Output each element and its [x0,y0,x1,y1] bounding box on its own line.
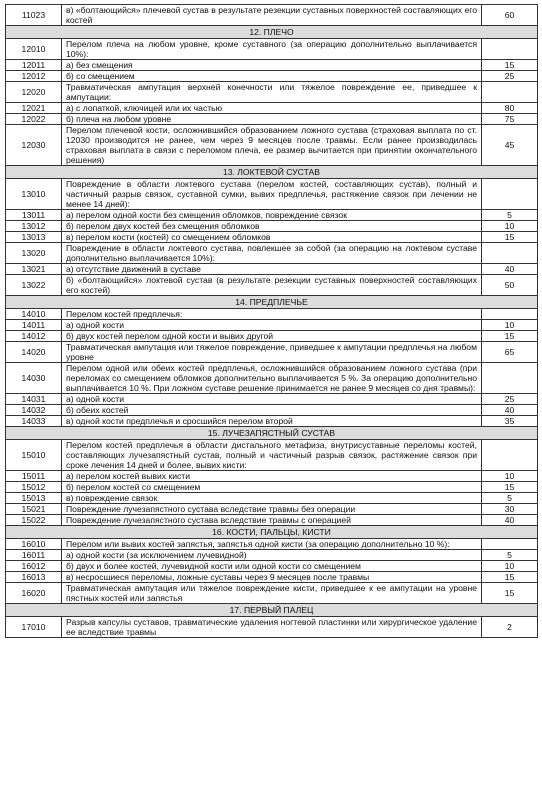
table-row [6,320,538,331]
payout-percent-cell: 5 [482,493,538,504]
table-row [6,493,538,504]
table-row [6,264,538,275]
table-row [6,572,538,583]
table-row [6,539,538,550]
payout-percent-cell [482,243,538,264]
article-code-cell: 14020 [6,342,62,363]
article-code-cell: 13011 [6,210,62,221]
table-row [6,561,538,572]
injury-description-cell: б) со смещением [62,71,482,82]
payout-percent-cell: 45 [482,125,538,166]
payout-percent-cell: 10 [482,320,538,331]
table-row [6,471,538,482]
injury-description-cell: Повреждение в области локтевого сустава (перелом костей, составляющих сустав), полный и частичный разрыв связок, суставной сумки, вывих предплечья, растяжение связок при лечении не менее 14 дней): [62,179,482,210]
payout-percent-cell: 10 [482,561,538,572]
payout-percent-cell: 75 [482,114,538,125]
article-code-cell: 16013 [6,572,62,583]
injury-description-cell: Перелом или вывих костей запястья, запястья одной кисти (за операцию дополнительно 10 %): [62,539,482,550]
article-code-cell: 15012 [6,482,62,493]
injury-description-cell: а) перелом костей вывих кисти [62,471,482,482]
table-row [6,221,538,232]
table-row [6,583,538,604]
article-code-cell: 12012 [6,71,62,82]
table-row [6,71,538,82]
payout-percent-cell: 65 [482,342,538,363]
table-row [6,550,538,561]
payout-percent-cell [482,179,538,210]
injury-description-cell: Травматическая ампутация или тяжелое повреждение кисти, приведшее к ее ампутации на уровне пястных костей или запястья [62,583,482,604]
table-row [6,394,538,405]
table-row [6,416,538,427]
article-code-cell: 15011 [6,471,62,482]
section-title: 17. ПЕРВЫЙ ПАЛЕЦ [6,604,538,617]
article-code-cell: 16012 [6,561,62,572]
injury-description-cell: в) несросшиеся переломы, ложные суставы через 9 месяцев после травмы [62,572,482,583]
payout-percent-cell [482,82,538,103]
table-row [6,342,538,363]
injury-description-cell: Перелом плечевой кости, осложнившийся образованием ложного сустава (страховая выплата по ст. 12030 производится не ранее, чем через 9 месяцев после травмы. Если ранее производилась страховая выплата в связи с переломом плеча, ее размер вычитается при принятии окончательного решения) [62,125,482,166]
injury-description-cell: б) «болтающийся» локтевой сустав (в результате резекции суставных поверхностей составляющих его костей) [62,275,482,296]
section-title: 16. КОСТИ, ПАЛЬЦЫ, КИСТИ [6,526,538,539]
injury-description-cell: а) без смещения [62,60,482,71]
payout-percent-cell [482,39,538,60]
article-code-cell: 15021 [6,504,62,515]
payout-percent-cell: 2 [482,617,538,638]
injury-description-cell: Перелом костей предплечья в области дистального метафиза, внутрисуставные переломы костей, составляющих лучезапястный сустав, полный и частичный разрыв связок, растяжение связок при сроке лечения 14 дней и более, вывих кисти: [62,440,482,471]
table-row [6,82,538,103]
table-row [6,363,538,394]
article-code-cell: 12022 [6,114,62,125]
section-title: 13. ЛОКТЕВОЙ СУСТАВ [6,166,538,179]
payout-percent-cell: 40 [482,264,538,275]
table-row [6,440,538,471]
injury-description-cell: б) обеих костей [62,405,482,416]
injury-description-cell: Травматическая ампутация верхней конечности или тяжелое повреждение ее, приведшее к ампутации: [62,82,482,103]
table-row [6,275,538,296]
section-title: 15. ЛУЧЕЗАПЯСТНЫЙ СУСТАВ [6,427,538,440]
payout-percent-cell: 50 [482,275,538,296]
article-code-cell: 13020 [6,243,62,264]
payout-percent-cell: 60 [482,5,538,26]
article-code-cell: 14032 [6,405,62,416]
table-row [6,114,538,125]
injury-description-cell: Разрыв капсулы суставов, травматические удаления ногтевой пластинки или хирургическое удаление ее вследствие травмы [62,617,482,638]
payout-percent-cell [482,440,538,471]
article-code-cell: 13021 [6,264,62,275]
article-code-cell: 14011 [6,320,62,331]
injury-description-cell: б) перелом двух костей без смещения обломков [62,221,482,232]
section-title: 14. ПРЕДПЛЕЧЬЕ [6,296,538,309]
table-row [6,405,538,416]
table-row [6,309,538,320]
table-row [6,5,538,26]
injury-description-cell: Повреждение в области локтевого сустава, повлекшее за собой (за операцию на локтевом суставе дополнительно выплачивается 10%): [62,243,482,264]
injury-description-cell: Повреждение лучезапястного сустава вследствие травмы с операцией [62,515,482,526]
article-code-cell: 12011 [6,60,62,71]
table-body [6,5,538,638]
article-code-cell: 11023 [6,5,62,26]
article-code-cell: 12020 [6,82,62,103]
article-code-cell: 14031 [6,394,62,405]
injury-description-cell: Перелом одной или обеих костей предплечья, осложнившийся образованием ложного сустава (при переломах со смещением обломков дополнительно выплачивается 5 %. За операцию дополнительно выплачивается 10 %. При ложном суставе решение принимается не ранее 9 месяцев со дня травмы): [62,363,482,394]
article-code-cell: 13013 [6,232,62,243]
article-code-cell: 14012 [6,331,62,342]
section-header-row [6,166,538,179]
payout-percent-cell [482,363,538,394]
table-row [6,179,538,210]
payout-percent-cell: 15 [482,572,538,583]
payout-percent-cell: 25 [482,394,538,405]
article-code-cell: 15022 [6,515,62,526]
section-header-row [6,526,538,539]
payout-percent-cell: 40 [482,515,538,526]
article-code-cell: 14010 [6,309,62,320]
payout-percent-cell: 15 [482,331,538,342]
payout-percent-cell: 15 [482,60,538,71]
table-row [6,103,538,114]
insurance-payout-table [5,4,538,638]
injury-description-cell: б) перелом костей со смещением [62,482,482,493]
table-row [6,515,538,526]
injury-description-cell: а) отсутствие движений в суставе [62,264,482,275]
table-row [6,504,538,515]
table-row [6,331,538,342]
article-code-cell: 16011 [6,550,62,561]
article-code-cell: 13022 [6,275,62,296]
payout-percent-cell [482,309,538,320]
section-header-row [6,427,538,440]
table-row [6,125,538,166]
payout-percent-cell: 15 [482,232,538,243]
injury-description-cell: в) перелом кости (костей) со смещением обломков [62,232,482,243]
payout-percent-cell: 15 [482,583,538,604]
payout-percent-cell: 35 [482,416,538,427]
injury-description-cell: б) двух костей перелом одной кости и вывих другой [62,331,482,342]
section-header-row [6,296,538,309]
injury-description-cell: в) одной кости предплечья и сросшийся перелом второй [62,416,482,427]
injury-description-cell: а) одной кости [62,394,482,405]
injury-description-cell: Травматическая ампутация или тяжелое повреждение, приведшее к ампутации предплечья на любом уровне [62,342,482,363]
table-row [6,482,538,493]
payout-percent-cell: 80 [482,103,538,114]
injury-description-cell: а) одной кости (за исключением лучевидной) [62,550,482,561]
article-code-cell: 14033 [6,416,62,427]
payout-percent-cell: 40 [482,405,538,416]
injury-description-cell: б) плеча на любом уровне [62,114,482,125]
injury-description-cell: б) двух и более костей, лучевидной кости или одной кости со смещением [62,561,482,572]
injury-description-cell: а) одной кости [62,320,482,331]
payout-percent-cell: 5 [482,210,538,221]
article-code-cell: 12010 [6,39,62,60]
section-title: 12. ПЛЕЧО [6,26,538,39]
article-code-cell: 17010 [6,617,62,638]
article-code-cell: 15013 [6,493,62,504]
injury-description-cell: в) повреждение связок [62,493,482,504]
article-code-cell: 14030 [6,363,62,394]
table-row [6,60,538,71]
article-code-cell: 12030 [6,125,62,166]
payout-percent-cell: 5 [482,550,538,561]
payout-percent-cell: 25 [482,71,538,82]
payout-percent-cell [482,539,538,550]
payout-percent-cell: 10 [482,221,538,232]
injury-description-cell: а) с лопаткой, ключицей или их частью [62,103,482,114]
article-code-cell: 16020 [6,583,62,604]
table-row [6,617,538,638]
table-row [6,210,538,221]
section-header-row [6,26,538,39]
table-row [6,243,538,264]
article-code-cell: 15010 [6,440,62,471]
article-code-cell: 13010 [6,179,62,210]
payout-percent-cell: 30 [482,504,538,515]
injury-description-cell: в) «болтающийся» плечевой сустав в результате резекции суставных поверхностей составляющих его костей [62,5,482,26]
injury-description-cell: а) перелом одной кости без смещения обломков, повреждение связок [62,210,482,221]
section-header-row [6,604,538,617]
table-row [6,232,538,243]
injury-description-cell: Перелом плеча на любом уровне, кроме суставного (за операцию дополнительно выплачивается 10%): [62,39,482,60]
payout-percent-cell: 10 [482,471,538,482]
article-code-cell: 12021 [6,103,62,114]
article-code-cell: 16010 [6,539,62,550]
injury-description-cell: Повреждение лучезапястного сустава вследствие травмы без операции [62,504,482,515]
article-code-cell: 13012 [6,221,62,232]
injury-description-cell: Перелом костей предплечья: [62,309,482,320]
payout-percent-cell: 15 [482,482,538,493]
table-row [6,39,538,60]
